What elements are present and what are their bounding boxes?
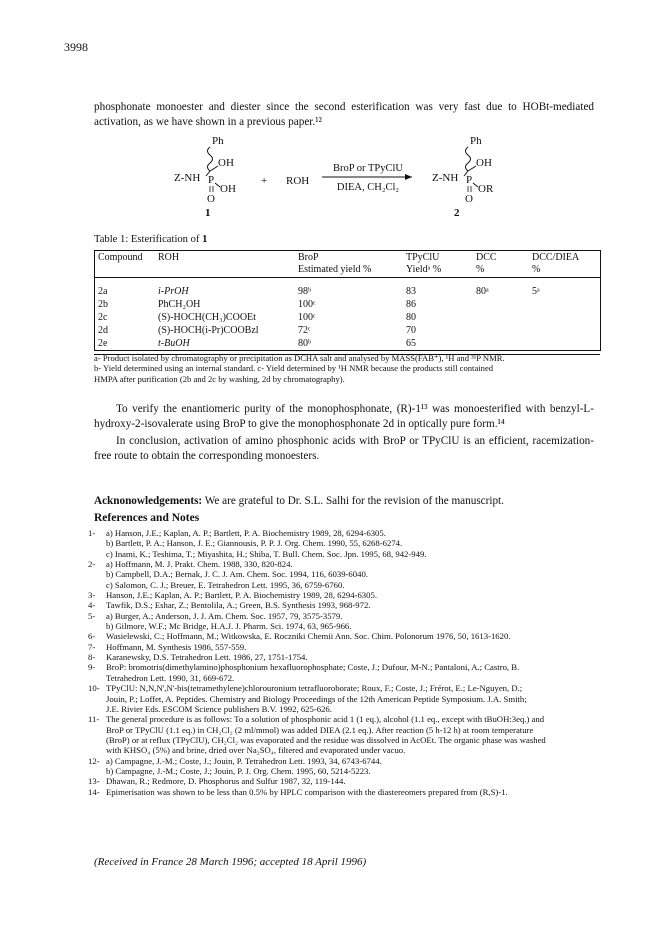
reference-line: a) Burger, A.; Anderson, J. J. Am. Chem. Soc. 1957, 79, 3575-3579. — [106, 610, 343, 621]
reference-line: b) Campbell, D.A.; Bernak, J. C. J. Am. Chem. Soc. 1994, 116, 6039-6040. — [106, 569, 368, 580]
acknowledgements: Acknonowledgements: We are grateful to Dr. S.L. Salhi for the revision of the manuscript. — [94, 495, 504, 507]
product-p: P — [466, 174, 473, 186]
table-header-row — [94, 251, 600, 278]
reference-item — [88, 600, 608, 610]
plus-sign: + — [261, 175, 268, 187]
reaction-scheme — [150, 130, 530, 234]
reference-number: 12- — [88, 755, 100, 766]
reference-line: Hanson, J.E.; Kaplan, A. P.; Bartlett, P. A. Biochemistry 1989, 28, 6294-6305. — [106, 590, 377, 601]
reference-item — [88, 590, 608, 600]
reference-item — [88, 756, 608, 777]
reference-number: 13- — [88, 776, 100, 787]
reference-number: 11- — [88, 714, 100, 725]
table-caption: Table 1: Esterification of 1 — [94, 234, 208, 245]
product-o: O — [465, 193, 473, 205]
reference-item — [88, 787, 608, 797]
product-oh: OH — [476, 157, 492, 169]
reference-item — [88, 559, 608, 590]
table-row: 2e t-BuOH 80ᵇ 65 — [94, 337, 600, 355]
reference-line: TPyClU: N,N,N',N'-bis(tetramethylene)chlorouronium tetrafluoroborate; Roux, F.; Coste, J.; Frérot, E.; Le-Nguyen, D.; — [106, 683, 523, 694]
product-label: 2 — [454, 207, 460, 219]
header-tpyclu: TPyClU Yieldᵃ % — [402, 251, 472, 278]
reference-line: Jouin, P.; Loffet, A. Peptides. Chemistry and Biology Proceedings of the 12th American Peptide Symposium. J.A. Smith; — [106, 693, 527, 704]
alcohol: ROH — [286, 175, 310, 187]
reference-item — [88, 683, 608, 714]
reactant-oh-top: OH — [218, 157, 234, 169]
reference-line: Tawfik, D.S.; Eshar, Z.; Bentolila, A.; Green, B.S. Synthesis 1993, 968-972. — [106, 600, 371, 611]
intro-paragraph: phosphonate monoester and diester since the second esterification was very fast due to HOBt-mediated activation, as we have shown in a previous paper.¹² — [94, 101, 594, 128]
reference-line: b) Campagne, J.-M.; Coste, J.; Jouin, P. J. Org. Chem. 1995, 60, 5214-5223. — [106, 765, 371, 776]
reference-line: with KHSO₄ (5%) and brine, dried over Na₂SO₄, filtered and evaporated under vacuo. — [106, 745, 406, 756]
reference-item — [88, 642, 608, 652]
reference-number: 10- — [88, 683, 100, 694]
reference-number: 14- — [88, 786, 100, 797]
reference-number: 1- — [88, 528, 96, 538]
reference-item — [88, 652, 608, 662]
header-roh: ROH — [154, 251, 294, 278]
references-list — [88, 528, 608, 797]
reactant-oh-bottom: OH — [220, 183, 236, 195]
reference-item — [88, 611, 608, 632]
header-dcc-diea: DCC/DIEA % — [528, 251, 600, 278]
product-nh: Z-NH — [432, 172, 459, 184]
received-dates: (Received in France 28 March 1996; accepted 18 April 1996) — [94, 856, 367, 868]
paragraph-enantiomeric-purity: To verify the enantiomeric purity of the monophosphonate, (R)-1¹³ was monoesterified with benzyl-L-hydroxy-2-isovalerate using BroP to give the monophosphonate 2d in optically pure form.¹⁴ — [94, 403, 594, 430]
reactant-o: O — [207, 193, 215, 205]
reference-item — [88, 528, 608, 559]
references-heading: References and Notes — [94, 512, 200, 524]
reference-line: BroP: bromotris(dimethylamino)phosphonium hexafluorophosphate; Coste, J.; Dufour, M-N.; Pantaloni, A.; Castro, B. — [106, 662, 520, 673]
reference-number: 5- — [88, 610, 96, 621]
reference-number: 7- — [88, 641, 96, 652]
reference-line: Wasielewski, C.; Hoffmann, M.; Witkowska, E. Roczniki Chemii Ann. Soc. Chim. Polonorum 1976, 50, 1613-1620. — [106, 631, 511, 642]
reference-line: a) Hoffmann, M. J. Prakt. Chem. 1988, 330, 820-824. — [106, 559, 293, 570]
table-row: 2b PhCH₂OH 100ᶜ 86 — [98, 299, 416, 310]
reagent-above: BroP or TPyClU — [332, 163, 404, 174]
esterification-table — [94, 250, 600, 355]
header-brop: BroP Estimated yield % — [294, 251, 402, 278]
reference-line: (BroP) or at reflux (TPyClU), CH₂Cl₂ was evaporated and the residue was dissolved in AcOEt. The organic phase was washed — [106, 734, 546, 745]
paragraph-conclusion: In conclusion, activation of amino phosphonic acids with BroP or TPyClU is an efficient, racemization-free route to obtain the corresponding monoesters. — [94, 435, 594, 462]
reference-number: 2- — [88, 559, 96, 570]
reagent-below: DIEA, CH₂Cl₂ — [336, 182, 400, 193]
reference-item — [88, 631, 608, 641]
product-or: OR — [478, 183, 494, 195]
header-compound: Compound — [94, 251, 154, 278]
reference-number: 3- — [88, 590, 96, 601]
reference-line: BroP or TPyClU (1.1 eq.) in CH₂Cl₂ (2 ml/mmol) was added DIEA (2.1 eq.). After reaction (5 h-12 h) at room temperature — [106, 724, 534, 735]
table-notes: a- Product isolated by chromatography or precipitation as DCHA salt and analysed by MASS(FAB⁺), ¹H and ³¹P NMR. b- Yield determined using an internal standard. c- Yield determined by ¹H NMR because the products still contained HMPA after purification (2b and 2c by washing, 2d by chromatography). — [94, 353, 505, 384]
reference-item — [88, 714, 608, 755]
page-number: 3998 — [64, 40, 88, 54]
header-dcc: DCC % — [472, 251, 528, 278]
reactant-ph: Ph — [212, 135, 224, 147]
reference-line: b) Bartlett, P. A.; Hanson, J. E.; Giannousis, P. P. J. Org. Chem. 1990, 55, 6268-6274. — [106, 538, 403, 549]
reference-line: J.E. Rivier Eds. ESCOM Science publishers B.V. 1992, 625-626. — [106, 703, 332, 714]
reference-number: 8- — [88, 652, 96, 663]
reference-line: Dhawan, R.; Redmore, D. Phosphorus and Sulfur 1987, 32, 119-144. — [106, 776, 346, 787]
reference-number: 6- — [88, 631, 96, 642]
reference-line: c) Salomon, C. J.; Breuer, E. Tetrahedron Lett. 1995, 36, 6759-6760. — [106, 579, 345, 590]
reference-line: Tetrahedron Lett. 1990, 31, 669-672. — [106, 672, 235, 683]
reference-number: 4- — [88, 600, 96, 611]
reference-item — [88, 662, 608, 683]
table-row: 2a i-PrOH 98ᵇ 83 80ᵃ 5ᵃ — [98, 286, 540, 297]
reference-line: The general procedure is as follows: To a solution of phosphonic acid 1 (1 eq.), alcohol (1.1 eq., except with tBuOH:3eq.) and — [106, 714, 545, 725]
reference-number: 9- — [88, 662, 96, 673]
table-row: 2d (S)-HOCH(i-Pr)COOBzl 72ᶜ 70 — [98, 325, 416, 336]
reactant-p: P — [208, 174, 215, 186]
product-ph: Ph — [470, 135, 482, 147]
reference-line: a) Hanson, J.E.; Kaplan, A. P.; Bartlett, P. A. Biochemistry 1989, 28, 6294-6305. — [106, 528, 386, 538]
reference-line: a) Campagne, J.-M.; Coste, J.; Jouin, P. Tetrahedron Lett. 1993, 34, 6743-6744. — [106, 755, 382, 766]
reference-line: c) Inami, K.; Teshima, T.; Miyashita, H.; Shiba, T. Bull. Chem. Soc. Jpn. 1995, 68, 942-949. — [106, 548, 427, 559]
reference-line: Hoffmann, M. Synthesis 1986, 557-559. — [106, 641, 247, 652]
reference-line: b) Gilmore, W.F.; Mc Bridge, H.A.J. J. Pharm. Sci. 1974, 63, 965-966. — [106, 621, 352, 632]
reference-line: Karanewsky, D.S. Tetrahedron Lett. 1986, 27, 1751-1754. — [106, 652, 308, 663]
reference-item — [88, 776, 608, 786]
reactant-nh: Z-NH — [174, 172, 201, 184]
reference-line: Epimerisation was shown to be less than 0.5% by HPLC comparison with the diastereomers prepared from (R,S)-1. — [106, 786, 508, 797]
table-row: 2c (S)-HOCH(CH₃)COOEt 100ᶜ 80 — [98, 312, 416, 323]
reactant-label: 1 — [205, 207, 211, 219]
